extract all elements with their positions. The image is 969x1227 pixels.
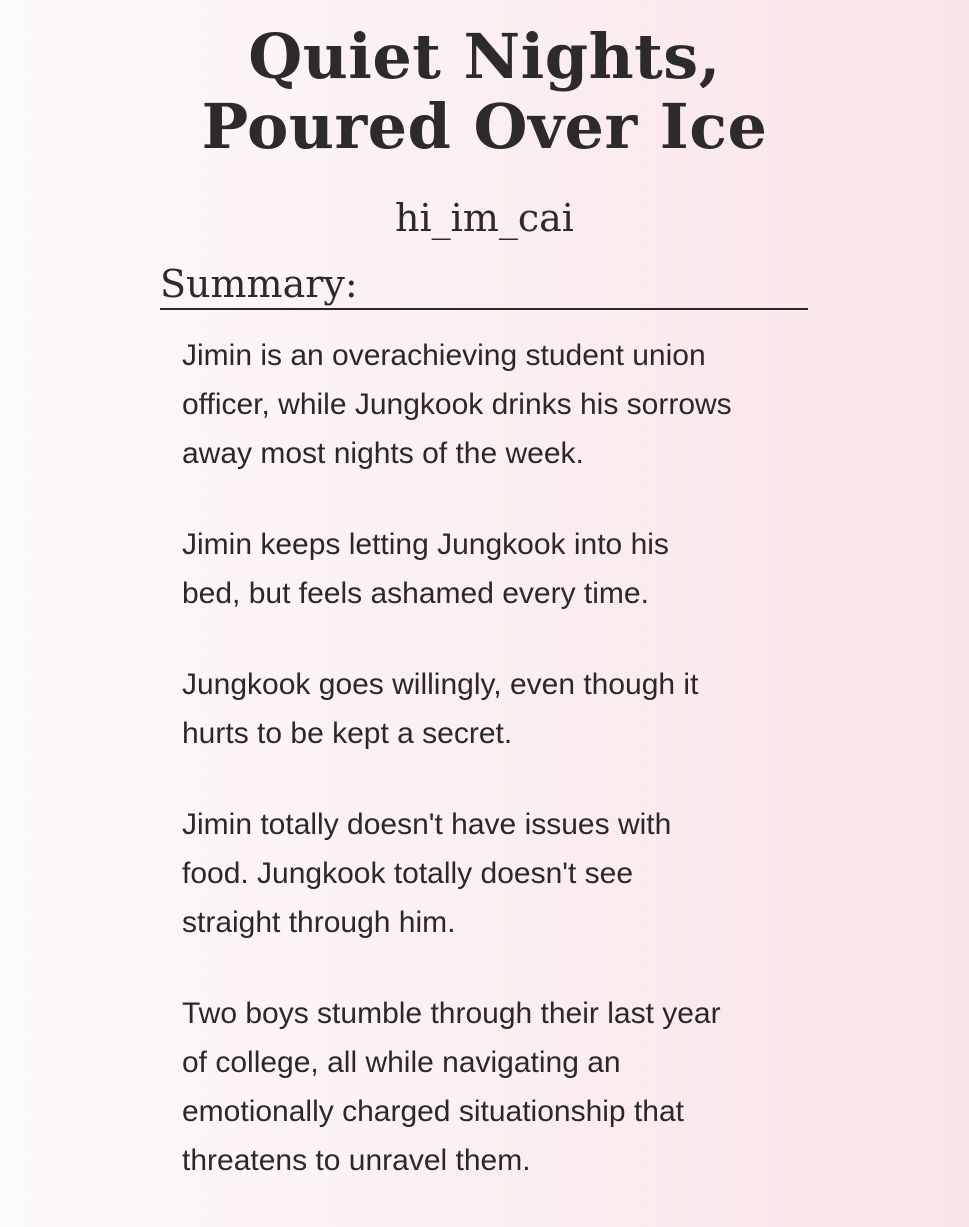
story-title-line: Quiet Nights, <box>248 20 721 93</box>
summary-line: officer, while Jungkook drinks his sorrows <box>182 388 732 421</box>
summary-line: Jimin is an overachieving student union <box>182 339 706 372</box>
summary-line: of college, all while navigating an <box>182 1046 621 1079</box>
summary-line: bed, but feels ashamed every time. <box>182 577 649 610</box>
summary-line: Two boys stumble through their last year <box>182 997 721 1030</box>
summary-line: emotionally charged situationship that <box>182 1095 684 1128</box>
summary-line: Jungkook goes willingly, even though it <box>182 668 699 701</box>
summary-line: threatens to unravel them. <box>182 1144 531 1177</box>
summary-line: away most nights of the week. <box>182 437 584 470</box>
summary-line: food. Jungkook totally doesn't see <box>182 857 634 890</box>
story-title-line: Poured Over Ice <box>201 90 768 163</box>
summary-paragraph <box>182 520 822 618</box>
summary-line: hurts to be kept a secret. <box>182 717 513 750</box>
summary-paragraph <box>182 331 822 478</box>
summary-paragraph <box>182 800 822 947</box>
summary-body <box>182 331 822 1227</box>
author-name: hi_im_cai <box>395 196 574 240</box>
summary-heading: Summary: <box>160 262 808 310</box>
story-title <box>0 22 969 162</box>
summary-line: straight through him. <box>182 906 456 939</box>
summary-paragraph <box>182 660 822 758</box>
summary-line: Jimin keeps letting Jungkook into his <box>182 528 669 561</box>
summary-line: Jimin totally doesn't have issues with <box>182 808 672 841</box>
summary-paragraph <box>182 989 822 1185</box>
